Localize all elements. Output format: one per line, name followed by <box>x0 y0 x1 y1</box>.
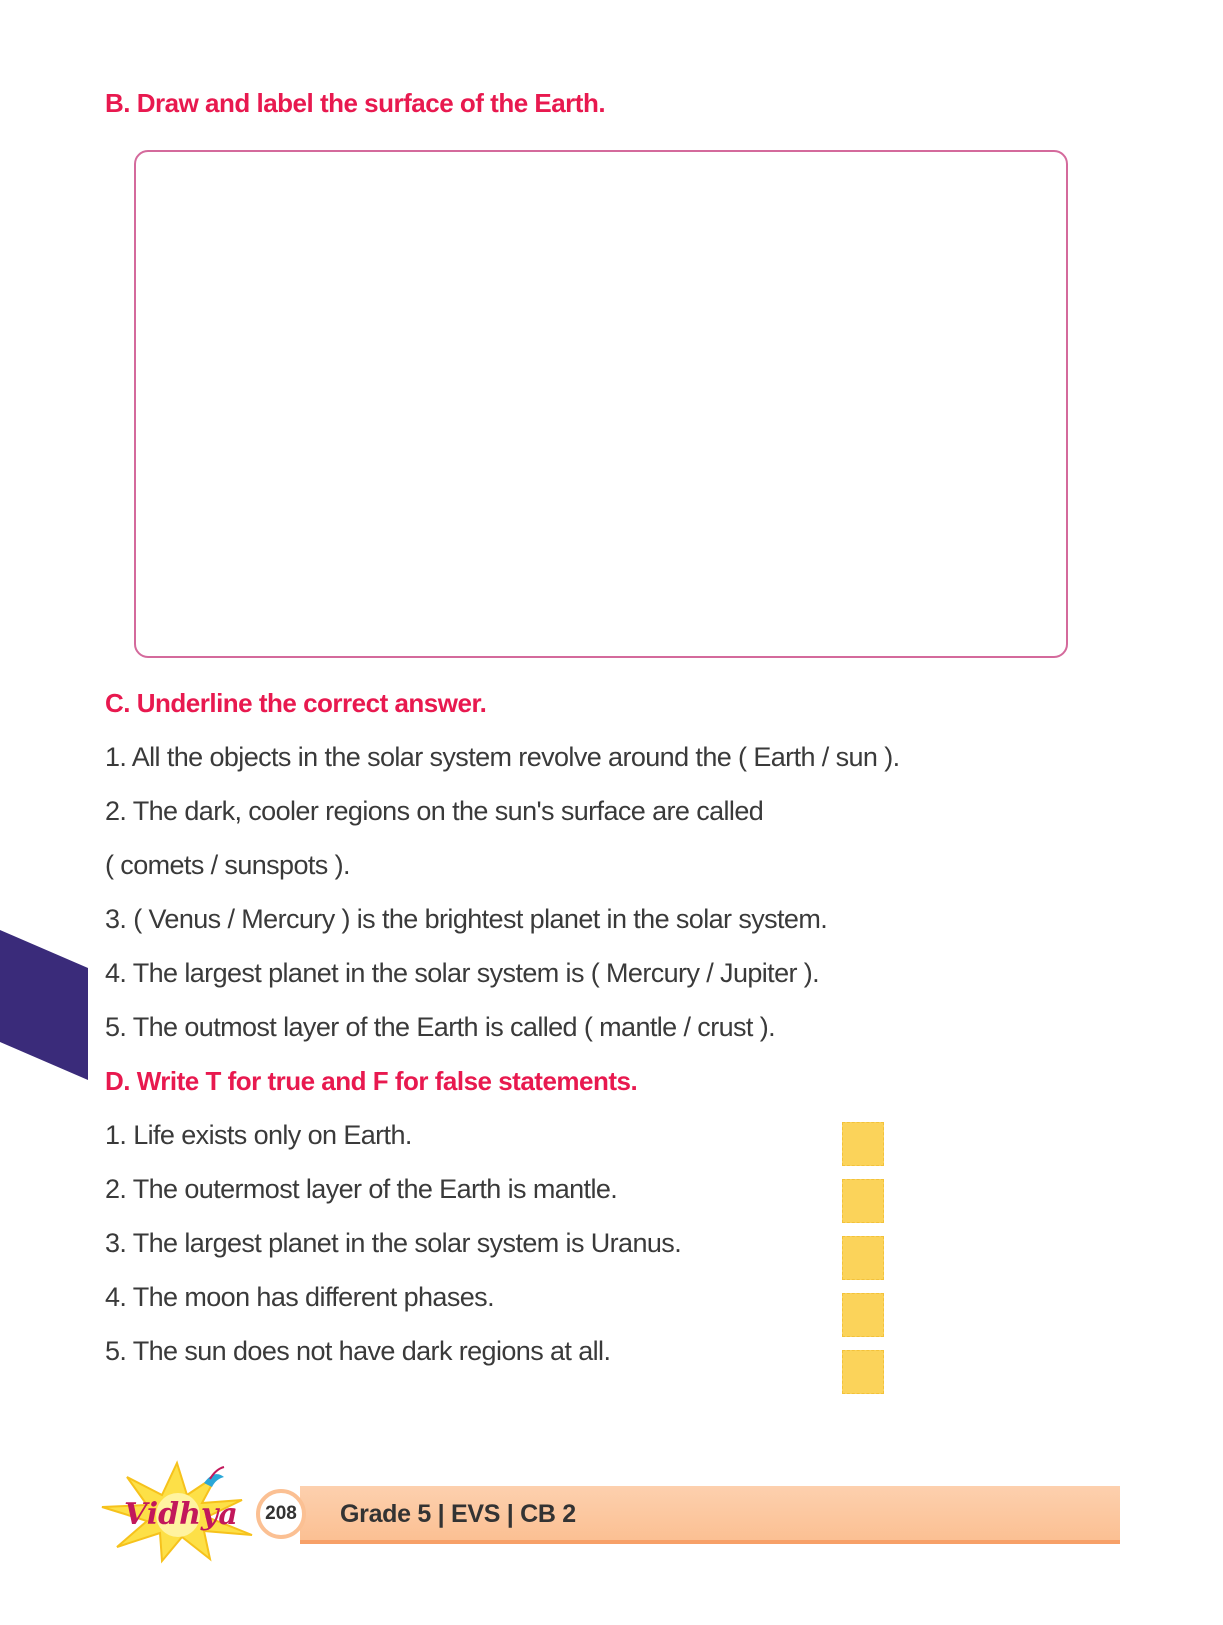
answer-box-d1[interactable] <box>842 1122 884 1166</box>
question-c2: 2. The dark, cooler regions on the sun's surface are called <box>105 796 764 826</box>
question-c4: 4. The largest planet in the solar system is ( Mercury / Jupiter ). <box>105 958 820 988</box>
answer-box-d4[interactable] <box>842 1293 884 1337</box>
question-c1: 1. All the objects in the solar system revolve around the ( Earth / sun ). <box>105 742 900 772</box>
section-c-heading: C. Underline the correct answer. <box>105 688 487 718</box>
statement-d2: 2. The outermost layer of the Earth is mantle. <box>105 1174 618 1204</box>
footer-title: Grade 5 | EVS | CB 2 <box>340 1500 576 1528</box>
question-c5: 5. The outmost layer of the Earth is called ( mantle / crust ). <box>105 1012 776 1042</box>
section-b-heading: B. Draw and label the surface of the Earth. <box>105 88 606 118</box>
drawing-area[interactable] <box>134 150 1068 658</box>
statement-d3: 3. The largest planet in the solar system is Uranus. <box>105 1228 682 1258</box>
statement-d1: 1. Life exists only on Earth. <box>105 1120 412 1150</box>
statement-d5: 5. The sun does not have dark regions at all. <box>105 1336 611 1366</box>
question-c3: 3. ( Venus / Mercury ) is the brightest planet in the solar system. <box>105 904 828 934</box>
page-number: 208 <box>265 1503 297 1524</box>
answer-box-d3[interactable] <box>842 1236 884 1280</box>
answer-box-d5[interactable] <box>842 1350 884 1394</box>
question-c2-options: ( comets / sunspots ). <box>105 850 350 880</box>
answer-box-d2[interactable] <box>842 1179 884 1223</box>
side-tab-shape <box>0 930 90 1080</box>
section-d-heading: D. Write T for true and F for false statements. <box>105 1066 638 1096</box>
vidhya-logo-text: Vidhya <box>124 1497 238 1532</box>
statement-d4: 4. The moon has different phases. <box>105 1282 494 1312</box>
